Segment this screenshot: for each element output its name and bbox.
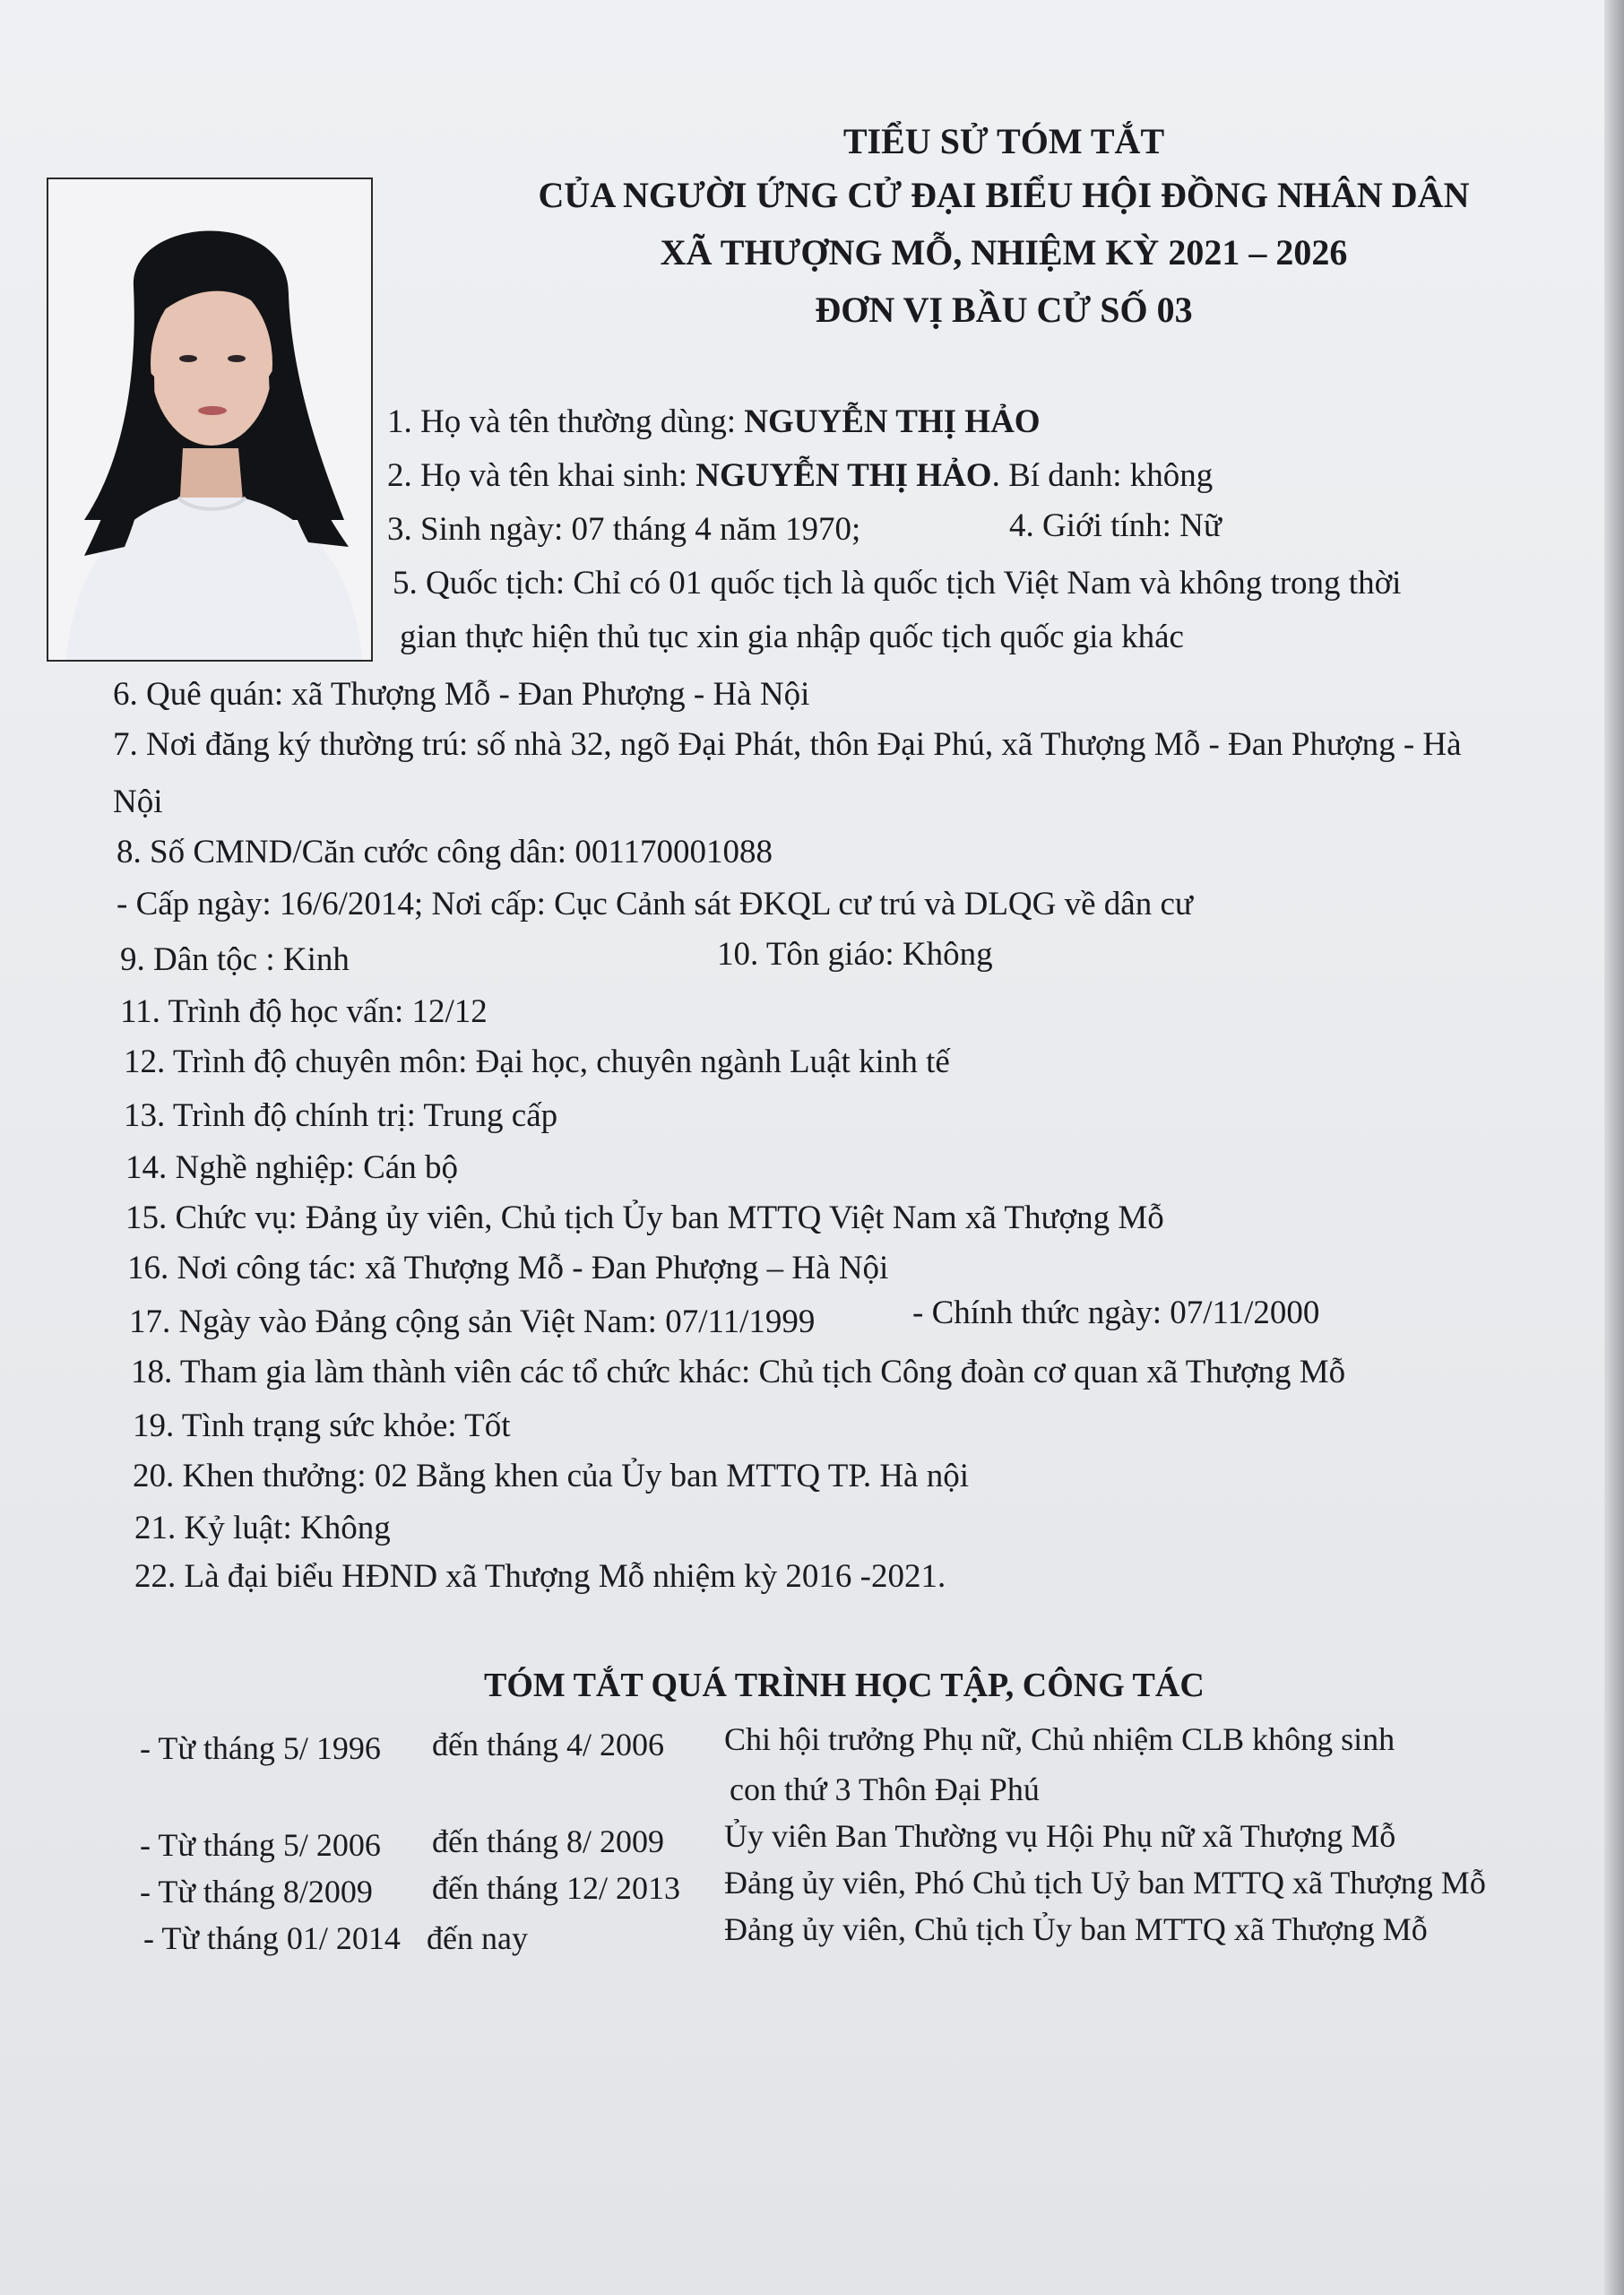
field-awards: 20. Khen thưởng: 02 Bằng khen của Ủy ban MTTQ TP. Hà nội bbox=[133, 1458, 969, 1494]
timeline-desc: Ủy viên Ban Thường vụ Hội Phụ nữ xã Thượng Mỗ bbox=[724, 1818, 1396, 1854]
field-id-issue: - Cấp ngày: 16/6/2014; Nơi cấp: Cục Cảnh sát ĐKQL cư trú và DLQG về dân cư bbox=[117, 886, 1193, 922]
field-delegate: 22. Là đại biểu HĐND xã Thượng Mỗ nhiệm kỳ 2016 -2021. bbox=[134, 1558, 946, 1595]
field-political: 13. Trình độ chính trị: Trung cấp bbox=[124, 1097, 558, 1134]
field-position: 15. Chức vụ: Đảng ủy viên, Chủ tịch Ủy ban MTTQ Việt Nam xã Thượng Mỗ bbox=[125, 1199, 1164, 1236]
field-common-name bbox=[387, 405, 1041, 438]
field-residence-cont: Nội bbox=[113, 784, 163, 820]
field-discipline: 21. Kỷ luật: Không bbox=[134, 1510, 391, 1546]
timeline-to: đến tháng 12/ 2013 bbox=[432, 1870, 680, 1906]
timeline-from: - Từ tháng 5/ 1996 bbox=[140, 1730, 381, 1766]
timeline-title: TÓM TẮT QUÁ TRÌNH HỌC TẬP, CÔNG TÁC bbox=[484, 1667, 1205, 1704]
timeline-to: đến nay bbox=[427, 1920, 528, 1956]
field-hometown: 6. Quê quán: xã Thượng Mỗ - Đan Phượng - Hà Nội bbox=[113, 676, 810, 713]
timeline-to: đến tháng 8/ 2009 bbox=[432, 1823, 664, 1859]
field-health: 19. Tình trạng sức khỏe: Tốt bbox=[133, 1407, 511, 1444]
timeline-from: - Từ tháng 8/2009 bbox=[140, 1874, 373, 1910]
timeline-from: - Từ tháng 5/ 2006 bbox=[140, 1827, 381, 1863]
sheet-edge-shadow bbox=[1604, 0, 1624, 2295]
field-party-official: - Chính thức ngày: 07/11/2000 bbox=[912, 1295, 1320, 1331]
timeline-desc: Chi hội trưởng Phụ nữ, Chủ nhiệm CLB không sinh bbox=[724, 1721, 1395, 1757]
field-specialty: 12. Trình độ chuyên môn: Đại học, chuyên ngành Luật kinh tế bbox=[124, 1044, 950, 1080]
doc-term: XÃ THƯỢNG MỖ, NHIỆM KỲ 2021 – 2026 bbox=[660, 232, 1348, 273]
field-education: 11. Trình độ học vấn: 12/12 bbox=[120, 993, 488, 1030]
field-gender: 4. Giới tính: Nữ bbox=[1009, 507, 1222, 544]
field-value-name: NGUYỄN THỊ HẢO bbox=[744, 403, 1041, 440]
field-organizations: 18. Tham gia làm thành viên các tổ chức khác: Chủ tịch Công đoàn cơ quan xã Thượng Mỗ bbox=[131, 1354, 1346, 1390]
portrait-photo bbox=[47, 178, 373, 662]
field-nationality: 5. Quốc tịch: Chỉ có 01 quốc tịch là quốc tịch Việt Nam và không trong thời bbox=[393, 565, 1402, 602]
field-alias: . Bí danh: không bbox=[991, 457, 1214, 494]
field-residence: 7. Nơi đăng ký thường trú: số nhà 32, ngõ Đại Phát, thôn Đại Phú, xã Thượng Mỗ - Đan Phượng - Hà bbox=[113, 726, 1462, 763]
timeline-to: đến tháng 4/ 2006 bbox=[432, 1727, 664, 1762]
timeline-desc: Đảng ủy viên, Phó Chủ tịch Uỷ ban MTTQ xã Thượng Mỗ bbox=[724, 1865, 1486, 1901]
field-occupation: 14. Nghề nghiệp: Cán bộ bbox=[125, 1149, 458, 1186]
timeline-from: - Từ tháng 01/ 2014 bbox=[143, 1920, 401, 1956]
field-birthdate: 3. Sinh ngày: 07 tháng 4 năm 1970; bbox=[387, 511, 861, 548]
doc-title: TIỂU SỬ TÓM TẮT bbox=[842, 121, 1165, 161]
field-ethnicity: 9. Dân tộc : Kinh bbox=[120, 941, 350, 978]
timeline-desc: Đảng ủy viên, Chủ tịch Ủy ban MTTQ xã Thượng Mỗ bbox=[724, 1911, 1428, 1947]
field-workplace: 16. Nơi công tác: xã Thượng Mỗ - Đan Phượng – Hà Nội bbox=[127, 1250, 889, 1286]
field-party-join: 17. Ngày vào Đảng cộng sản Việt Nam: 07/11/1999 bbox=[129, 1303, 816, 1340]
doc-unit: ĐƠN VỊ BẦU CỬ SỐ 03 bbox=[815, 290, 1193, 330]
field-label: 1. Họ và tên thường dùng: bbox=[387, 403, 745, 440]
doc-subtitle: CỦA NGƯỜI ỨNG CỬ ĐẠI BIỂU HỘI ĐỒNG NHÂN DÂN bbox=[538, 175, 1470, 215]
timeline-desc-cont: con thứ 3 Thôn Đại Phú bbox=[730, 1771, 1040, 1807]
field-nationality-cont: gian thực hiện thủ tục xin gia nhập quốc tịch quốc gia khác bbox=[400, 619, 1184, 655]
field-religion: 10. Tôn giáo: Không bbox=[717, 936, 993, 973]
field-id-number: 8. Số CMND/Căn cước công dân: 001170001088 bbox=[117, 834, 773, 870]
field-value-name: NGUYỄN THỊ HẢO bbox=[695, 457, 992, 494]
field-birth-name bbox=[387, 459, 1213, 492]
field-label: 2. Họ và tên khai sinh: bbox=[387, 457, 696, 494]
